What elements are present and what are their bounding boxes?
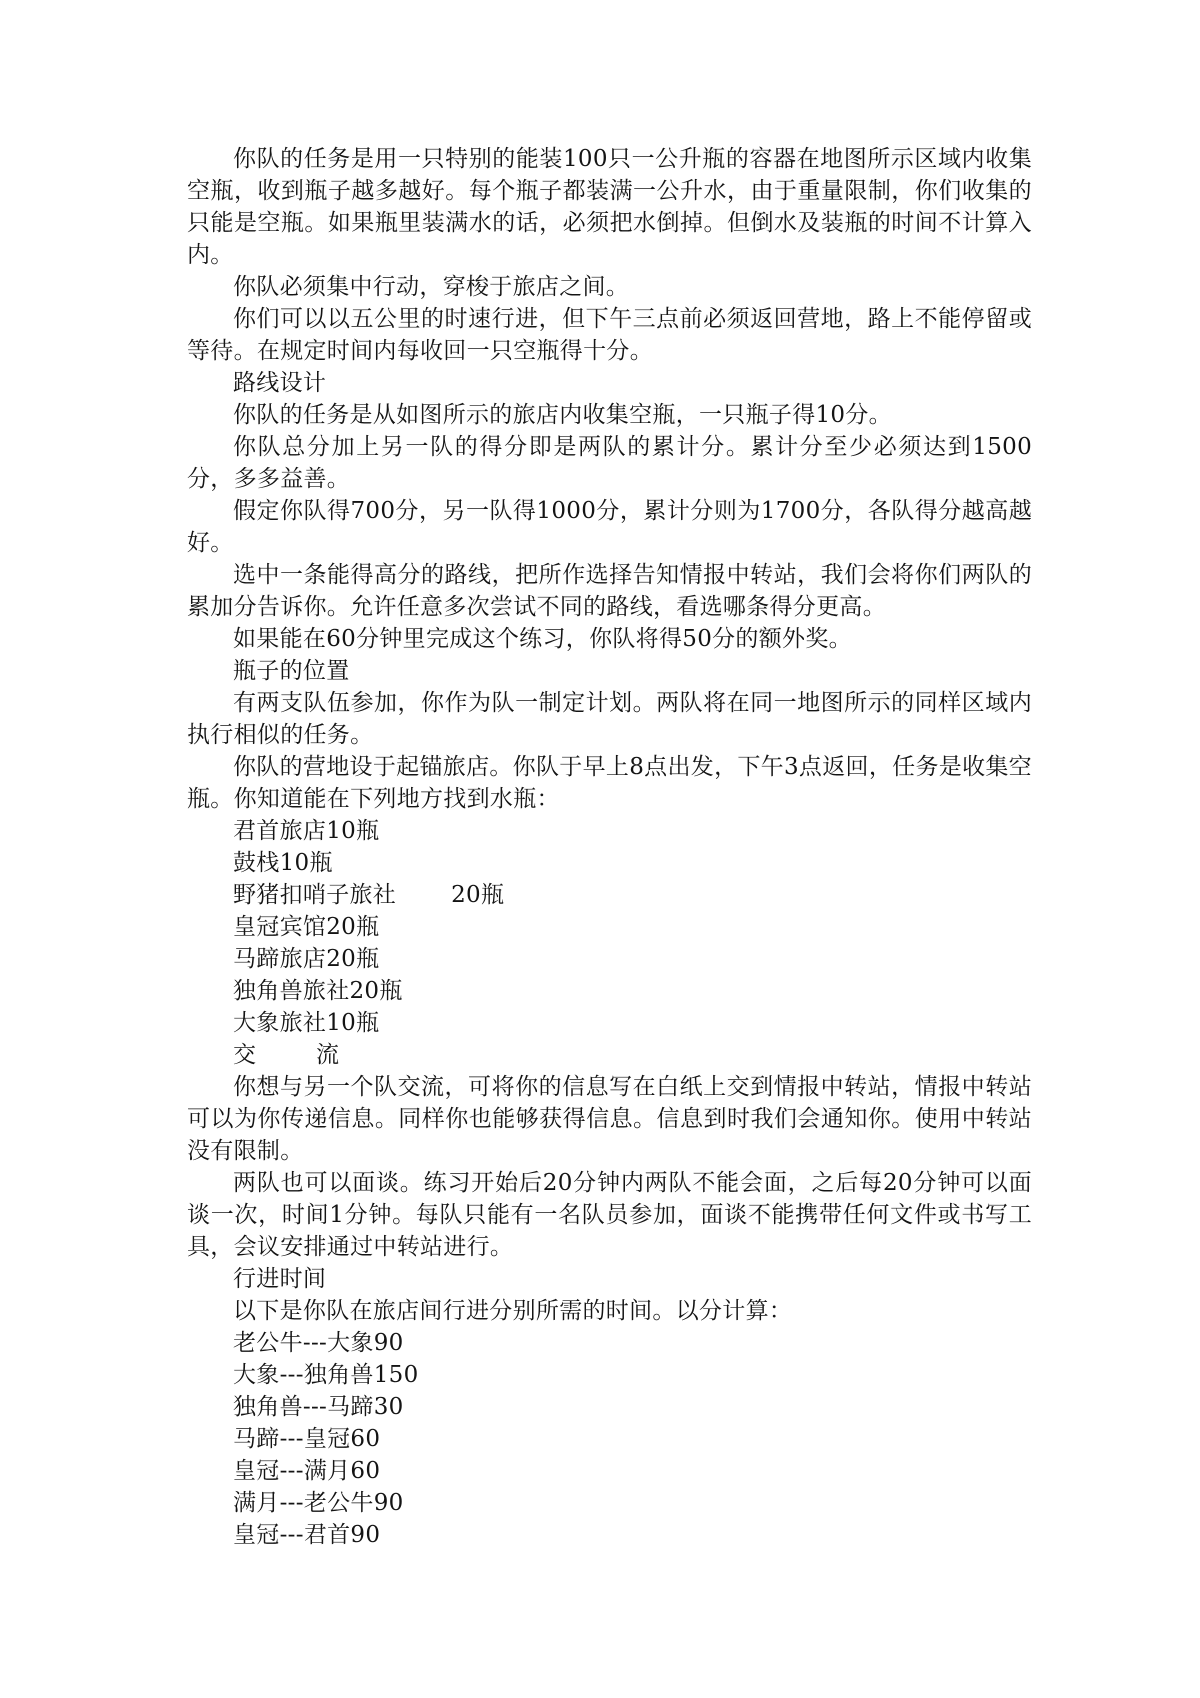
route-design-paragraph-3: 假定你队得700分，另一队得1000分，累计分则为1700分，各队得分越高越好。	[187, 498, 1032, 556]
bottle-list-item: 马蹄旅店20瓶	[233, 946, 380, 972]
travel-route-item: 皇冠---君首90	[233, 1522, 381, 1548]
route-design-paragraph-2: 你队总分加上另一队的得分即是两队的累计分。累计分至少必须达到1500分，多多益善。	[187, 434, 1032, 492]
route-design-paragraph-4: 选中一条能得高分的路线，把所作选择告知情报中转站，我们会将你们两队的累加分告诉你。允许任意多次尝试不同的路线，看选哪条得分更高。	[187, 562, 1032, 620]
travel-time-heading: 行进时间	[233, 1266, 327, 1292]
bottle-list-item: 皇冠宾馆20瓶	[233, 914, 380, 940]
bottle-list-item: 野猪扣哨子旅社 20瓶	[233, 882, 505, 908]
bottle-list-item: 独角兽旅社20瓶	[233, 978, 403, 1004]
communication-heading: 交 流	[233, 1042, 339, 1068]
bottle-list-item: 大象旅社10瓶	[233, 1010, 380, 1036]
route-design-paragraph-1: 你队的任务是从如图所示的旅店内收集空瓶，一只瓶子得10分。	[233, 402, 892, 428]
bottle-location-paragraph-1: 有两支队伍参加，你作为队一制定计划。两队将在同一地图所示的同样区域内执行相似的任务。	[187, 690, 1032, 748]
travel-route-item: 大象---独角兽150	[233, 1362, 419, 1388]
travel-route-item: 独角兽---马蹄30	[233, 1394, 404, 1420]
communication-paragraph-1: 你想与另一个队交流，可将你的信息写在白纸上交到情报中转站，情报中转站可以为你传递信息。同样你也能够获得信息。信息到时我们会通知你。使用中转站没有限制。	[187, 1074, 1032, 1164]
travel-route-item: 马蹄---皇冠60	[233, 1426, 381, 1452]
travel-route-item: 满月---老公牛90	[233, 1490, 404, 1516]
bottle-list-item: 鼓栈10瓶	[233, 850, 333, 876]
travel-time-paragraph-1: 以下是你队在旅店间行进分别所需的时间。以分计算：	[233, 1298, 793, 1324]
bottle-location-heading: 瓶子的位置	[233, 658, 350, 684]
intro-paragraph-1: 你队的任务是用一只特别的能装100只一公升瓶的容器在地图所示区域内收集空瓶，收到瓶子越多越好。每个瓶子都装满一公升水，由于重量限制，你们收集的只能是空瓶。如果瓶里装满水的话，必须把水倒掉。但倒水及装瓶的时间不计算入内。	[187, 146, 1032, 268]
intro-paragraph-2: 你队必须集中行动，穿梭于旅店之间。	[233, 274, 630, 300]
route-design-paragraph-5: 如果能在60分钟里完成这个练习，你队将得50分的额外奖。	[233, 626, 852, 652]
communication-paragraph-2: 两队也可以面谈。练习开始后20分钟内两队不能会面，之后每20分钟可以面谈一次，时间1分钟。每队只能有一名队员参加，面谈不能携带任何文件或书写工具，会议安排通过中转站进行。	[187, 1170, 1032, 1260]
intro-paragraph-3: 你们可以以五公里的时速行进，但下午三点前必须返回营地，路上不能停留或等待。在规定时间内每收回一只空瓶得十分。	[187, 306, 1032, 364]
bottle-list-item: 君首旅店10瓶	[233, 818, 380, 844]
travel-route-item: 皇冠---满月60	[233, 1458, 381, 1484]
bottle-location-paragraph-2: 你队的营地设于起锚旅店。你队于早上8点出发，下午3点返回，任务是收集空瓶。你知道能在下列地方找到水瓶：	[187, 754, 1032, 812]
travel-route-item: 老公牛---大象90	[233, 1330, 404, 1356]
route-design-heading: 路线设计	[233, 370, 327, 396]
document-page	[187, 143, 1032, 1551]
